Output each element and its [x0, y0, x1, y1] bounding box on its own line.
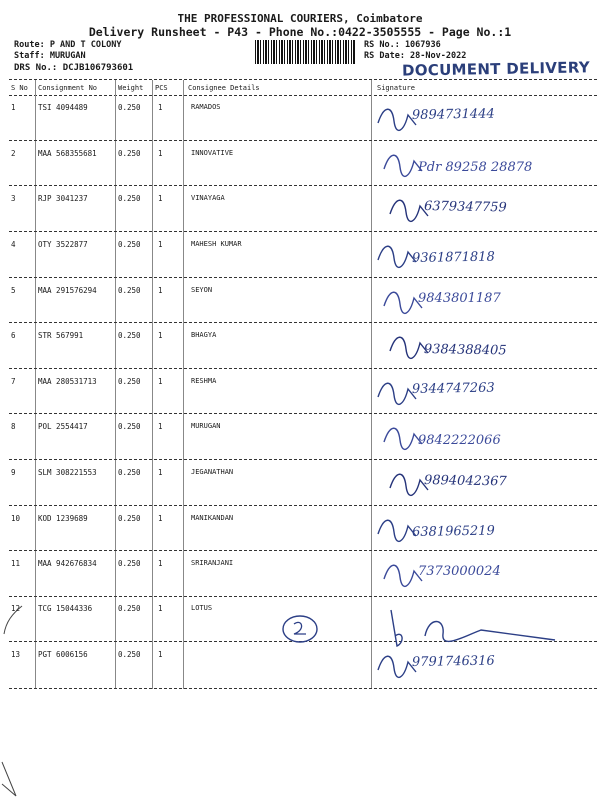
row-divider: [9, 231, 597, 232]
signature-phone-text: 9894042367: [423, 473, 507, 490]
weight-value: 0.250: [118, 149, 141, 158]
signature-phone-text: 9791746316: [411, 653, 495, 670]
pieces-count: 1: [158, 103, 163, 112]
consignment-number: TCG 15044336: [38, 604, 93, 613]
consignment-number: MAA 291576294: [38, 286, 97, 295]
serial-number: 1: [11, 103, 16, 112]
weight-value: 0.250: [118, 331, 141, 340]
rs-number: RS No.: 1067936: [364, 40, 441, 50]
weight-value: 0.250: [118, 559, 141, 568]
pieces-count: 1: [158, 604, 163, 613]
serial-number: 2: [11, 149, 16, 158]
row-divider: [9, 277, 597, 278]
signature-phone-text: 9344747263: [411, 380, 495, 397]
signature-phone-text: 9384388405: [423, 342, 507, 359]
signature-phone-text: 7373000024: [418, 564, 501, 579]
pieces-count: 1: [158, 468, 163, 477]
signature-phone-text: 9843801187: [418, 291, 501, 306]
consignment-number: STR 567991: [38, 331, 84, 340]
row-divider: [9, 505, 597, 506]
consignee-name: RAMADOS: [191, 103, 221, 111]
col-header-sno: S No: [11, 84, 28, 92]
serial-number: 3: [11, 194, 16, 203]
pieces-count: 1: [158, 194, 163, 203]
margin-scribble: [0, 600, 30, 640]
weight-value: 0.250: [118, 650, 141, 659]
consignment-number: KOD 1239689: [38, 514, 88, 523]
consignee-name: SRIRANJANI: [191, 559, 234, 567]
col-header-consignment: Consignment No: [38, 84, 98, 92]
column-divider: [115, 80, 116, 689]
consignee-name: MANIKANDAN: [191, 514, 234, 522]
consignment-number: POL 2554417: [38, 422, 88, 431]
company-title: THE PROFESSIONAL COURIERS, Coimbatore: [177, 12, 423, 25]
row-divider: [9, 140, 597, 141]
serial-number: 12: [11, 604, 21, 613]
document-delivery-stamp: DOCUMENT DELIVERY: [401, 58, 591, 80]
weight-value: 0.250: [118, 514, 141, 523]
serial-number: 7: [11, 377, 16, 386]
weight-value: 0.250: [118, 194, 141, 203]
runsheet-title: Delivery Runsheet - P43 - Phone No.:0422-3505555 - Page No.:1: [88, 25, 512, 39]
consignee-name: JEGANATHAN: [191, 468, 234, 476]
pieces-count: 1: [158, 286, 163, 295]
row-divider: [9, 550, 597, 551]
col-header-signature: Signature: [377, 84, 415, 92]
row-divider: [9, 688, 597, 689]
col-header-weight: Weight: [118, 84, 144, 92]
pieces-count: 1: [158, 377, 163, 386]
weight-value: 0.250: [118, 286, 141, 295]
pieces-count: 1: [158, 422, 163, 431]
row-divider: [9, 413, 597, 414]
signature-handwriting: [385, 606, 560, 650]
signature-handwriting: [370, 97, 595, 141]
consignment-number: OTY 3522877: [38, 240, 88, 249]
serial-number: 9: [11, 468, 16, 477]
consignee-name: MAHESH KUMAR: [191, 240, 242, 248]
weight-value: 0.250: [118, 240, 141, 249]
table-top-rule: [9, 79, 597, 80]
consignment-number: MAA 942676834: [38, 559, 97, 568]
col-header-consignee: Consignee Details: [188, 84, 260, 92]
signature-handwriting: [370, 325, 595, 369]
consignment-number: PGT 6006156: [38, 650, 88, 659]
signature-handwriting: [370, 508, 595, 552]
row-divider: [9, 322, 597, 323]
signature-phone-text: 6381965219: [411, 523, 495, 540]
consignee-name: BHAGYA: [191, 331, 217, 339]
weight-value: 0.250: [118, 377, 141, 386]
column-divider: [183, 80, 184, 689]
column-divider: [152, 80, 153, 689]
route-text: Route: P AND T COLONY: [14, 40, 122, 50]
signature-handwriting: [370, 143, 595, 187]
barcode: [255, 40, 355, 64]
consignee-name: VINAYAGA: [191, 194, 225, 202]
row-divider: [9, 185, 597, 186]
signature-handwriting: [370, 644, 595, 688]
signature-handwriting: [370, 462, 595, 506]
signature-handwriting: [370, 416, 595, 460]
pieces-count: 1: [158, 240, 163, 249]
weight-value: 0.250: [118, 103, 141, 112]
signature-handwriting: [370, 280, 595, 324]
col-header-pcs: PCS: [155, 84, 168, 92]
consignee-name: INNOVATIVE: [191, 149, 234, 157]
column-divider: [35, 80, 36, 689]
serial-number: 13: [11, 650, 21, 659]
pieces-count: 1: [158, 331, 163, 340]
weight-value: 0.250: [118, 422, 141, 431]
consignment-number: MAA 568355681: [38, 149, 97, 158]
pieces-count: 1: [158, 650, 163, 659]
serial-number: 6: [11, 331, 16, 340]
signature-phone-text: 6379347759: [423, 199, 507, 216]
serial-number: 10: [11, 514, 21, 523]
serial-number: 8: [11, 422, 16, 431]
signature-handwriting: [370, 234, 595, 278]
row-divider: [9, 596, 597, 597]
pieces-count: 1: [158, 149, 163, 158]
signature-phone-text: Pdr 89258 28878: [418, 160, 533, 175]
weight-value: 0.250: [118, 468, 141, 477]
consignment-number: SLM 308221553: [38, 468, 97, 477]
consignment-number: TSI 4094489: [38, 103, 88, 112]
serial-number: 5: [11, 286, 16, 295]
consignee-name: LOTUS: [191, 604, 213, 612]
header-rule: [9, 95, 597, 96]
corner-fold-mark: [0, 760, 20, 800]
serial-number: 4: [11, 240, 16, 249]
consignee-name: RESHMA: [191, 377, 217, 385]
signature-phone-text: 9894731444: [411, 106, 495, 123]
row-divider: [9, 459, 597, 460]
signature-handwriting: [370, 371, 595, 415]
serial-number: 11: [11, 559, 21, 568]
signature-handwriting: [370, 188, 595, 232]
signature-handwriting: [370, 553, 595, 597]
consignee-name: MURUGAN: [191, 422, 221, 430]
row-divider: [9, 368, 597, 369]
signature-phone-text: 9361871818: [411, 249, 495, 266]
consignee-name: SEYON: [191, 286, 213, 294]
consignment-number: MAA 280531713: [38, 377, 97, 386]
rs-date: RS Date: 28-Nov-2022: [364, 51, 467, 61]
pieces-count: 1: [158, 514, 163, 523]
signature-phone-text: 9842222066: [418, 433, 501, 448]
staff-text: Staff: MURUGAN: [14, 51, 86, 61]
consignment-number: RJP 3041237: [38, 194, 88, 203]
circled-mark: [280, 612, 320, 646]
pieces-count: 1: [158, 559, 163, 568]
drs-number: DRS No.: DCJB106793601: [14, 63, 134, 73]
weight-value: 0.250: [118, 604, 141, 613]
